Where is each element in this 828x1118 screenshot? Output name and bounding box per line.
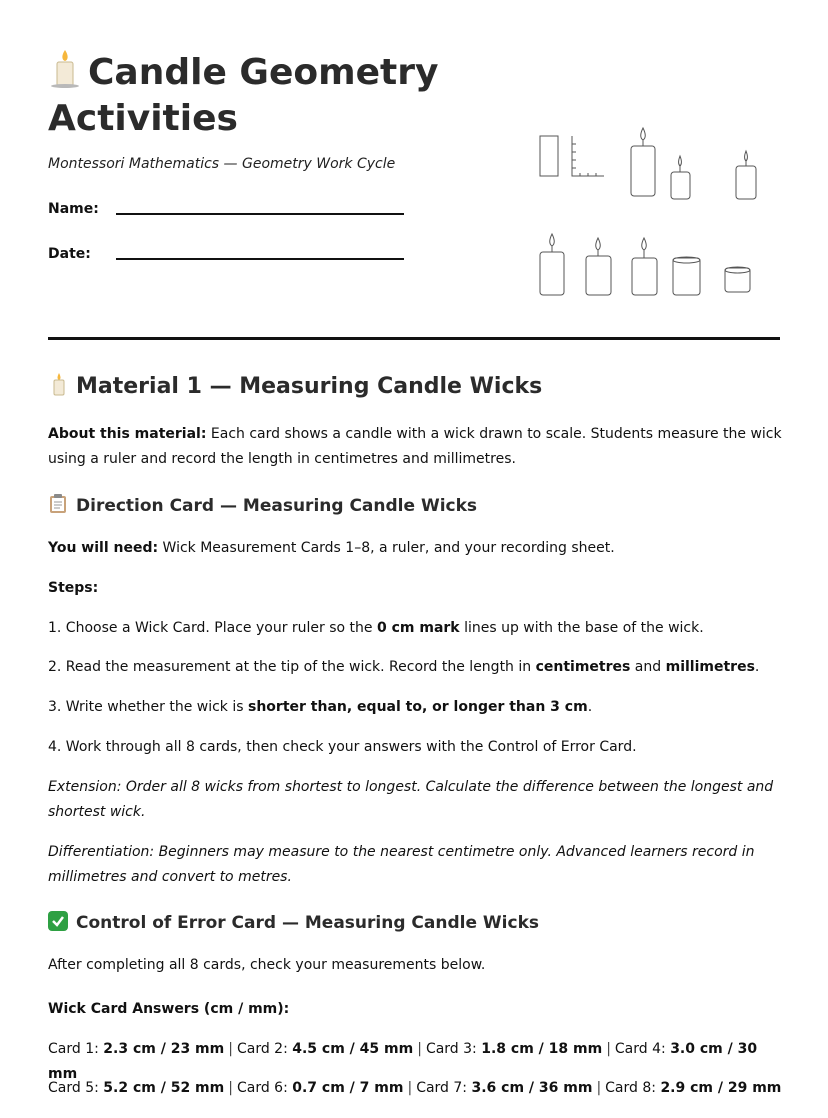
- card-6-value: 0.7 cm / 7 mm: [292, 1080, 404, 1096]
- title-text: Candle Geometry Activities: [48, 52, 439, 139]
- separator: |: [228, 1080, 233, 1096]
- card-4-value: 3.0 cm / 30 mm: [48, 1041, 758, 1082]
- card-5-label: Card 5:: [48, 1080, 104, 1096]
- card-3-label: Card 3:: [425, 1041, 482, 1057]
- card-7-label: Card 7:: [416, 1080, 472, 1096]
- about-text: Each card shows a candle with a wick drawn to scale. Students measure the wick using a ruler and record the length in centimetres and millimetres.: [48, 426, 782, 467]
- need-label: You will need:: [48, 540, 159, 556]
- step-3-bold: shorter than, equal to, or longer than 3 cm: [248, 699, 588, 715]
- page-title: [48, 48, 468, 140]
- date-line[interactable]: [116, 258, 404, 260]
- subtitle: Montessori Mathematics — Geometry Work Cycle: [48, 156, 396, 172]
- step-1-text-end: lines up with the base of the wick.: [459, 620, 704, 636]
- date-field[interactable]: [48, 246, 91, 262]
- material-heading: [48, 372, 542, 399]
- clipboard-icon: [48, 494, 68, 516]
- candle-icon: [48, 372, 70, 399]
- step-3-text: 3. Write whether the wick is: [48, 699, 248, 715]
- card-5-value: 5.2 cm / 52 mm: [103, 1080, 225, 1096]
- card-4-label: Card 4:: [614, 1041, 671, 1057]
- differentiation-note: Differentiation: Beginners may measure to the nearest centimetre only. Advanced learners record in millimetres and convert to metres.: [48, 844, 755, 885]
- steps-label: [48, 576, 784, 601]
- card-8-value: 2.9 cm / 29 mm: [660, 1080, 782, 1096]
- card-3-value: 1.8 cm / 18 mm: [481, 1041, 603, 1057]
- step-2-bold-mm: millimetres: [665, 659, 755, 675]
- material-heading-text: Material 1 — Measuring Candle Wicks: [76, 374, 543, 399]
- direction-heading: [48, 494, 477, 516]
- step-2-bold-cm: centimetres: [535, 659, 631, 675]
- separator: |: [407, 1080, 413, 1096]
- separator: |: [606, 1041, 611, 1057]
- direction-heading-text: Direction Card — Measuring Candle Wicks: [76, 496, 478, 516]
- card-7-value: 3.6 cm / 36 mm: [471, 1080, 593, 1096]
- card-6-label: Card 6:: [236, 1080, 293, 1096]
- card-2-value: 4.5 cm / 45 mm: [292, 1041, 414, 1057]
- separator: |: [228, 1041, 233, 1057]
- card-1-value: 2.3 cm / 23 mm: [103, 1041, 225, 1057]
- candles-illustration: [530, 118, 780, 308]
- control-heading: [48, 911, 539, 933]
- control-intro: After completing all 8 cards, check your measurements below.: [48, 957, 486, 973]
- step-1-text: 1. Choose a Wick Card. Place your ruler so the: [48, 620, 377, 636]
- separator: |: [417, 1041, 422, 1057]
- step-2-text: 2. Read the measurement at the tip of the wick. Record the length in: [48, 659, 536, 675]
- answers-label: [48, 997, 784, 1022]
- step-3: [48, 695, 784, 720]
- step-2: [48, 655, 784, 680]
- answers-row-2: [48, 1076, 784, 1101]
- divider: [48, 337, 780, 340]
- extension-note: Extension: Order all 8 wicks from shortest to longest. Calculate the difference between the longest and shortest wick.: [48, 779, 774, 820]
- candle-icon: [48, 48, 88, 98]
- card-1-label: Card 1:: [48, 1041, 104, 1057]
- card-2-label: Card 2:: [236, 1041, 293, 1057]
- about-paragraph: [48, 422, 784, 472]
- answers-label-text: Wick Card Answers (cm / mm):: [48, 1001, 290, 1017]
- name-line[interactable]: [116, 213, 404, 215]
- need-paragraph: [48, 536, 784, 561]
- date-label: Date:: [48, 246, 91, 262]
- step-2-period: .: [754, 659, 760, 675]
- step-3-period: .: [587, 699, 593, 715]
- need-text: Wick Measurement Cards 1–8, a ruler, and your recording sheet.: [158, 540, 615, 556]
- separator: |: [596, 1080, 602, 1096]
- name-field[interactable]: [48, 201, 99, 217]
- step-4: 4. Work through all 8 cards, then check your answers with the Control of Error Card.: [48, 739, 637, 755]
- steps-label-text: Steps:: [48, 580, 99, 596]
- about-label: About this material:: [48, 426, 207, 442]
- card-8-label: Card 8:: [605, 1080, 661, 1096]
- check-icon: [48, 911, 68, 933]
- control-heading-text: Control of Error Card — Measuring Candle Wicks: [76, 913, 540, 933]
- step-1: [48, 616, 784, 641]
- step-2-and: and: [630, 659, 666, 675]
- name-label: Name:: [48, 201, 99, 217]
- step-1-bold: 0 cm mark: [376, 620, 460, 636]
